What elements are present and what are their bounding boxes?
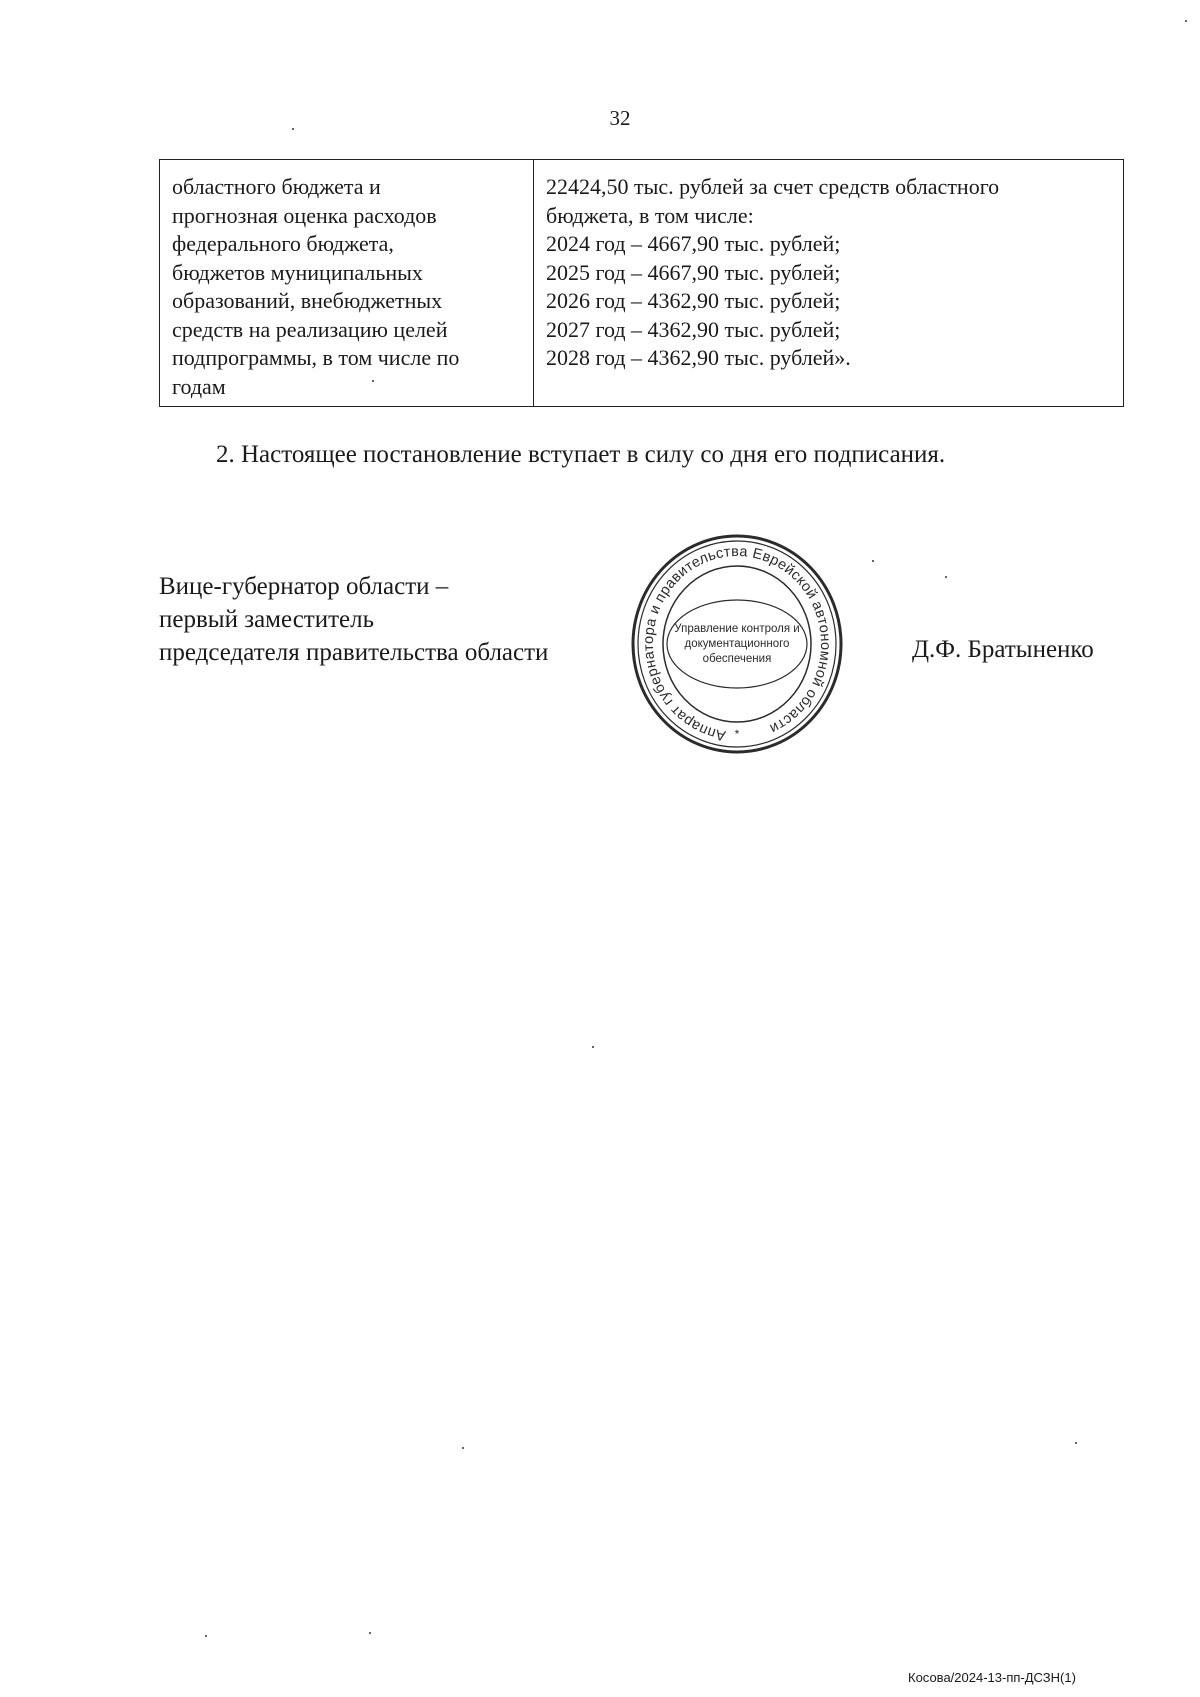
table-right-line: 2028 год – 4362,90 тыс. рублей». — [546, 345, 851, 370]
scan-speck — [872, 560, 874, 562]
table-left-line: годам — [172, 373, 226, 399]
seal-center-line: обеспечения — [702, 653, 772, 665]
scan-speck — [1075, 1442, 1077, 1444]
budget-table — [159, 159, 1124, 407]
table-left-line: федерального бюджета, — [172, 231, 394, 256]
scan-speck — [945, 576, 947, 578]
seal-ring-textpath: Аппарат губернатора и правительства Еврейской автономной области — [640, 543, 834, 744]
table-left-line: средств на реализацию целей — [172, 316, 448, 342]
seal-center-line: документационного — [684, 638, 790, 650]
signatory-position — [159, 570, 548, 669]
table-left-line: областного бюджета и — [172, 174, 381, 199]
signatory-position-line: председателя правительства области — [159, 639, 549, 666]
scan-speck — [462, 1447, 464, 1449]
table-right-line: 2025 год – 4667,90 тыс. рублей; — [546, 259, 841, 285]
signatory-position-line: первый заместитель — [159, 606, 375, 633]
signatory-position-line: Вице-губернатор области – — [159, 573, 449, 600]
scan-speck — [205, 1635, 207, 1637]
table-right-line: 2027 год – 4362,90 тыс. рублей; — [546, 316, 841, 342]
table-left-line: прогнозная оценка расходов — [172, 202, 437, 228]
table-cell-right — [534, 160, 1123, 406]
table-right-line: бюджета, в том числе: — [546, 202, 754, 228]
scan-speck — [1185, 20, 1187, 22]
official-seal — [629, 532, 845, 756]
signatory-name: Д.Ф. Братыненко — [912, 636, 1094, 663]
table-right-line: 2024 год – 4667,90 тыс. рублей; — [546, 231, 841, 256]
table-left-line: бюджетов муниципальных — [172, 259, 423, 285]
table-left-line: образований, внебюджетных — [172, 288, 443, 313]
scan-speck — [292, 128, 294, 130]
scan-speck — [592, 1046, 594, 1048]
seal-center-line: Управление контроля и — [674, 623, 800, 635]
table-right-line: 22424,50 тыс. рублей за счет средств областного — [546, 174, 1000, 199]
scan-speck — [372, 380, 374, 382]
page-number: 32 — [609, 106, 631, 130]
table-left-line: подпрограммы, в том числе по — [172, 345, 460, 370]
scan-speck — [369, 1632, 371, 1634]
document-code: Косова/2024-13-пп-ДСЗН(1) — [908, 1670, 1076, 1685]
table-cell-left — [160, 160, 534, 406]
clause-text: 2. Настоящее постановление вступает в силу со дня его подписания. — [216, 441, 946, 468]
seal-star-icon: * — [734, 727, 740, 741]
table-right-line: 2026 год – 4362,90 тыс. рублей; — [546, 288, 841, 313]
